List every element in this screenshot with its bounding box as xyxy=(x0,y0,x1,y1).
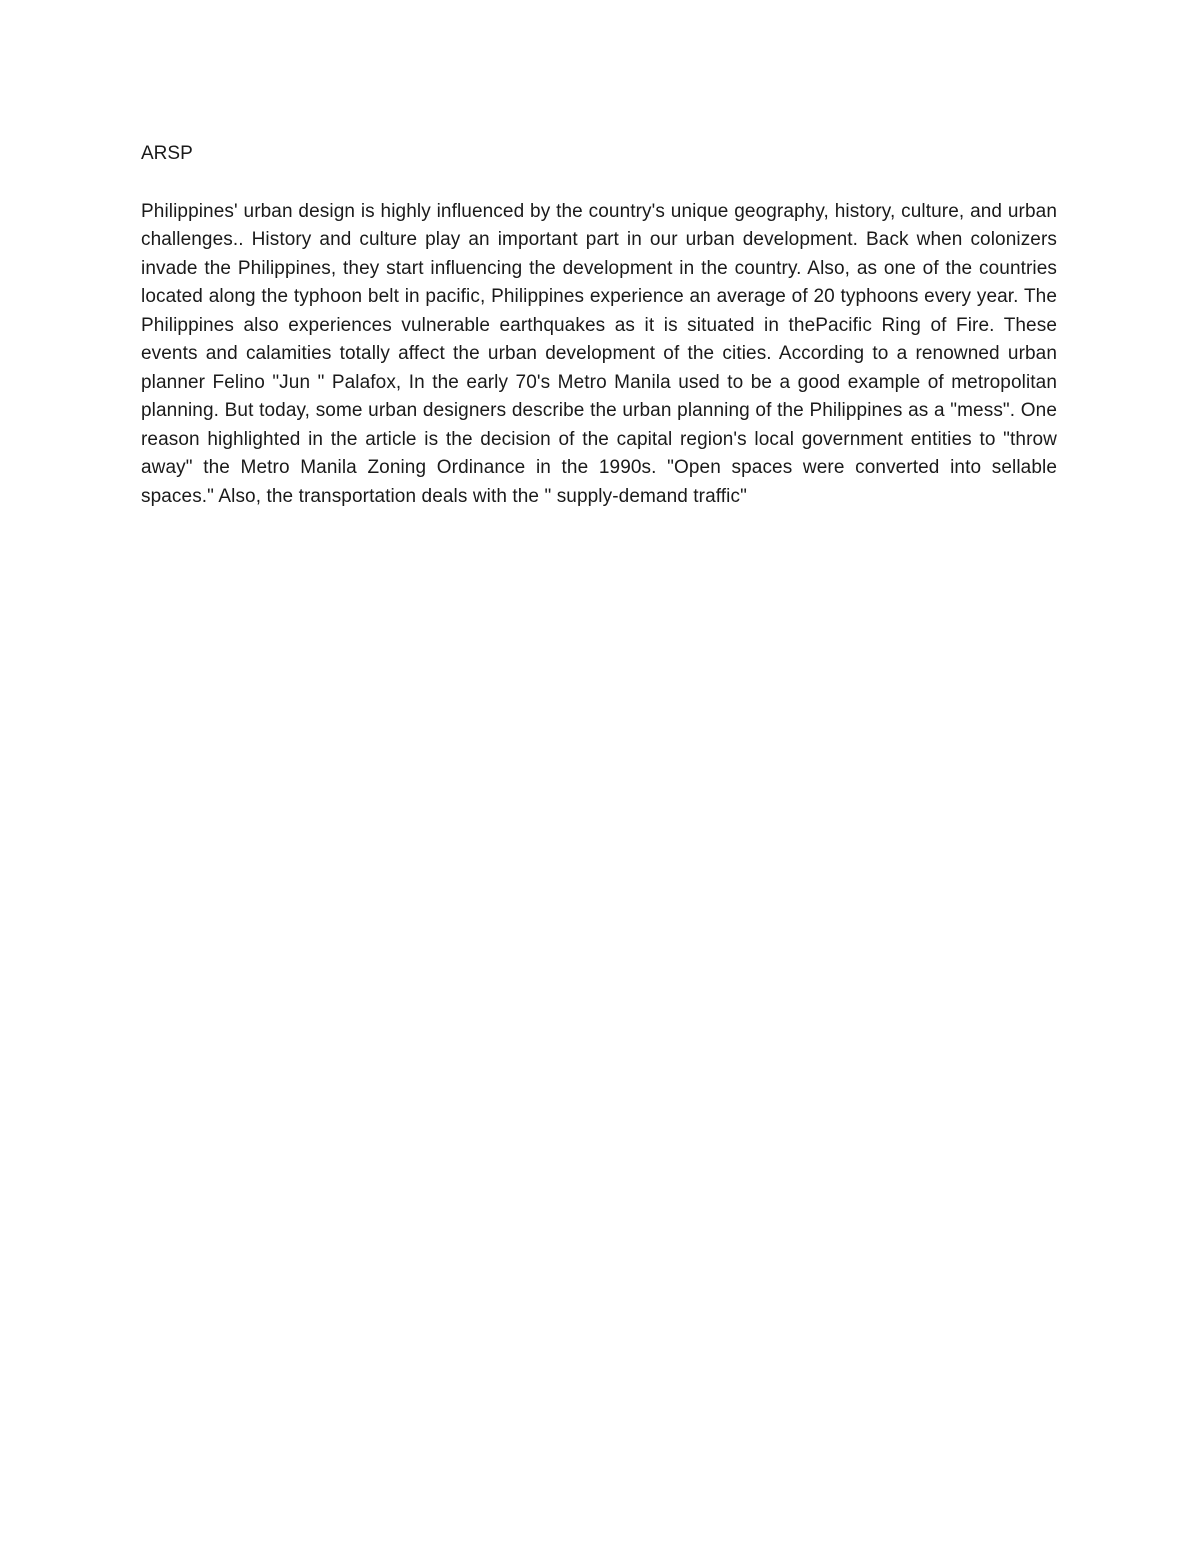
document-content xyxy=(141,140,1057,511)
body-paragraph: Philippines' urban design is highly influenced by the country's unique geography, history, culture, and urban challenges.. History and culture play an important part in our urban development. Back when colonizers invade the Philippines, they start influencing the development in the country. Also, as one of the countries located along the typhoon belt in pacific, Philippines experience an average of 20 typhoons every year. The Philippines also experiences vulnerable earthquakes as it is situated in thePacific Ring of Fire. These events and calamities totally affect the urban development of the cities. According to a renowned urban planner Felino "Jun " Palafox, In the early 70's Metro Manila used to be a good example of metropolitan planning. But today, some urban designers describe the urban planning of the Philippines as a "mess". One reason highlighted in the article is the decision of the capital region's local government entities to "throw away" the Metro Manila Zoning Ordinance in the 1990s. "Open spaces were converted into sellable spaces." Also, the transportation deals with the " supply-demand traffic" xyxy=(141,200,1057,507)
document-title: ARSP xyxy=(141,143,193,164)
